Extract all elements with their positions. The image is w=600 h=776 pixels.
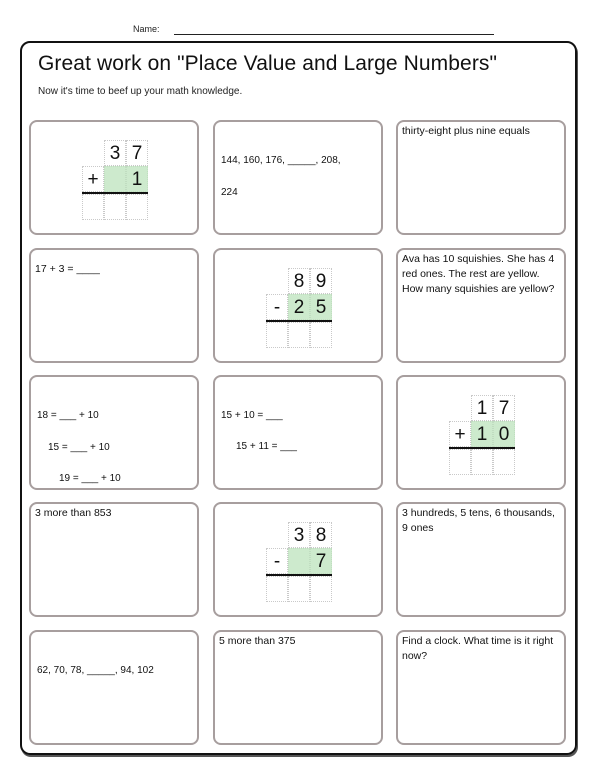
problem-card-4[interactable] [29, 248, 199, 363]
answer-cell[interactable] [126, 194, 148, 220]
answer-cell[interactable] [471, 449, 493, 475]
problem-card-8[interactable] [213, 375, 383, 490]
digit-cell: 0 [493, 421, 515, 447]
digit-cell [104, 166, 126, 192]
digit-cell: 5 [310, 294, 332, 320]
number-pattern: 144, 160, 176, _____, 208, [221, 155, 341, 166]
answer-cell[interactable] [266, 576, 288, 602]
equation: 15 + 10 = ___ [221, 410, 283, 421]
name-input-line[interactable] [174, 34, 494, 35]
word-problem: 5 more than 375 [219, 635, 296, 647]
digit-cell: 8 [310, 522, 332, 548]
problem-card-10[interactable] [29, 502, 199, 617]
problem-card-9[interactable] [396, 375, 566, 490]
problem-card-3[interactable] [396, 120, 566, 235]
equation: 17 + 3 = ____ [35, 263, 100, 275]
digit-cell: 2 [288, 294, 310, 320]
digit-cell: 3 [288, 522, 310, 548]
problem-card-6[interactable] [396, 248, 566, 363]
number-pattern: 62, 70, 78, _____, 94, 102 [37, 665, 154, 676]
problem-card-2[interactable] [213, 120, 383, 235]
problem-card-11[interactable] [213, 502, 383, 617]
digit-cell: 1 [471, 395, 493, 421]
answer-cell[interactable] [310, 576, 332, 602]
word-problem: 3 more than 853 [35, 507, 112, 519]
problem-card-5[interactable] [213, 248, 383, 363]
digit-cell: 7 [493, 395, 515, 421]
problem-card-12[interactable] [396, 502, 566, 617]
equation: 19 = ___ + 10 [59, 473, 121, 484]
word-problem: Find a clock. What time is it right now? [402, 635, 554, 662]
equation: 15 + 11 = ___ [236, 441, 297, 452]
problem-card-1[interactable] [29, 120, 199, 235]
operator-plus: + [449, 421, 471, 447]
digit-cell: 1 [471, 421, 493, 447]
operator-plus: + [82, 166, 104, 192]
worksheet-title: Great work on "Place Value and Large Numbers" [38, 52, 498, 75]
problem-card-14[interactable] [213, 630, 383, 745]
name-row [0, 24, 600, 38]
digit-cell: 3 [104, 140, 126, 166]
answer-cell[interactable] [310, 322, 332, 348]
problem-card-13[interactable] [29, 630, 199, 745]
digit-cell: 1 [126, 166, 148, 192]
answer-cell[interactable] [288, 322, 310, 348]
operator-minus: - [266, 294, 288, 320]
number-pattern-cont: 224 [221, 187, 238, 198]
problem-card-7[interactable] [29, 375, 199, 490]
equation: 18 = ___ + 10 [37, 410, 99, 421]
digit-cell: 9 [310, 268, 332, 294]
answer-cell[interactable] [104, 194, 126, 220]
answer-cell[interactable] [82, 194, 104, 220]
digit-cell: 8 [288, 268, 310, 294]
word-problem: thirty-eight plus nine equals [402, 125, 530, 137]
answer-cell[interactable] [449, 449, 471, 475]
worksheet-subtitle: Now it's time to beef up your math knowledge. [38, 86, 243, 97]
word-problem: Ava has 10 squishies. She has 4 red ones. The rest are yellow. How many squishies are yellow? [402, 253, 555, 295]
answer-cell[interactable] [266, 322, 288, 348]
answer-cell[interactable] [493, 449, 515, 475]
digit-cell [288, 548, 310, 574]
operator-minus: - [266, 548, 288, 574]
problem-card-15[interactable] [396, 630, 566, 745]
word-problem: 3 hundreds, 5 tens, 6 thousands, 9 ones [402, 507, 555, 534]
answer-cell[interactable] [288, 576, 310, 602]
digit-cell: 7 [126, 140, 148, 166]
equation: 15 = ___ + 10 [48, 442, 110, 453]
digit-cell: 7 [310, 548, 332, 574]
name-label: Name: [133, 24, 160, 34]
